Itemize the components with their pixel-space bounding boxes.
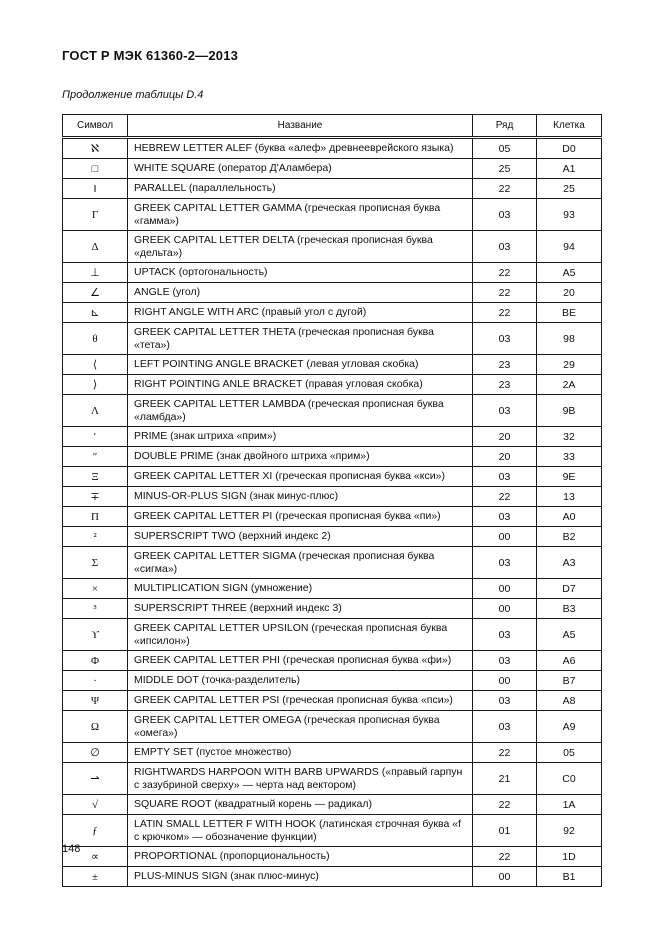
table-row — [63, 763, 602, 795]
table-row — [63, 847, 602, 867]
table-row — [63, 467, 602, 487]
symbol-cell: ⊾ — [63, 303, 128, 323]
row-code-cell: 23 — [473, 355, 537, 375]
table-row — [63, 159, 602, 179]
symbol-cell: ² — [63, 527, 128, 547]
table-row — [63, 651, 602, 671]
name-cell: ANGLE (угол) — [128, 283, 473, 303]
row-code-cell: 22 — [473, 795, 537, 815]
cell-code-cell: B3 — [537, 599, 602, 619]
cell-code-cell: 29 — [537, 355, 602, 375]
symbol-cell: ‖ — [63, 179, 128, 199]
symbols-table-body — [63, 138, 602, 887]
name-cell: GREEK CAPITAL LETTER OMEGA (греческая прописная буква «омега») — [128, 711, 473, 743]
cell-code-cell: 9E — [537, 467, 602, 487]
table-row — [63, 815, 602, 847]
name-cell: RIGHTWARDS HARPOON WITH BARB UPWARDS («правый гарпун с зазубриной сверху» — черта над вектором) — [128, 763, 473, 795]
table-continuation-caption: Продолжение таблицы D.4 — [62, 89, 204, 101]
cell-code-cell: A3 — [537, 547, 602, 579]
row-code-cell: 01 — [473, 815, 537, 847]
table-row — [63, 303, 602, 323]
row-code-cell: 22 — [473, 847, 537, 867]
row-code-cell: 25 — [473, 159, 537, 179]
row-code-cell: 20 — [473, 447, 537, 467]
table-row — [63, 619, 602, 651]
row-code-cell: 22 — [473, 743, 537, 763]
name-cell: PARALLEL (параллельность) — [128, 179, 473, 199]
cell-code-cell: 20 — [537, 283, 602, 303]
cell-code-cell: 93 — [537, 199, 602, 231]
name-cell: WHITE SQUARE (оператор Д'Аламбера) — [128, 159, 473, 179]
row-code-cell: 05 — [473, 138, 537, 159]
row-code-cell: 03 — [473, 691, 537, 711]
name-cell: GREEK CAPITAL LETTER LAMBDA (греческая прописная буква «ламбда») — [128, 395, 473, 427]
row-code-cell: 23 — [473, 375, 537, 395]
symbol-cell: Γ — [63, 199, 128, 231]
name-cell: GREEK CAPITAL LETTER PSI (греческая прописная буква «пси») — [128, 691, 473, 711]
table-row — [63, 231, 602, 263]
row-code-cell: 22 — [473, 303, 537, 323]
symbol-cell: ∝ — [63, 847, 128, 867]
cell-code-cell: 32 — [537, 427, 602, 447]
page-number: 148 — [62, 843, 81, 855]
name-cell: PRIME (знак штриха «прим») — [128, 427, 473, 447]
row-code-cell: 03 — [473, 199, 537, 231]
row-code-cell: 22 — [473, 263, 537, 283]
cell-code-cell: 1A — [537, 795, 602, 815]
symbol-cell: · — [63, 671, 128, 691]
symbol-cell: ″ — [63, 447, 128, 467]
standard-designation-header: ГОСТ Р МЭК 61360-2—2013 — [62, 48, 239, 63]
name-cell: GREEK CAPITAL LETTER UPSILON (греческая прописная буква «ипсилон») — [128, 619, 473, 651]
symbol-cell: Δ — [63, 231, 128, 263]
row-code-cell: 22 — [473, 487, 537, 507]
row-code-cell: 00 — [473, 579, 537, 599]
name-cell: MULTIPLICATION SIGN (умножение) — [128, 579, 473, 599]
symbol-cell: Ω — [63, 711, 128, 743]
symbol-cell: ⟩ — [63, 375, 128, 395]
cell-code-cell: 05 — [537, 743, 602, 763]
cell-code-cell: B2 — [537, 527, 602, 547]
symbol-cell: ∠ — [63, 283, 128, 303]
cell-code-cell: A8 — [537, 691, 602, 711]
row-code-cell: 03 — [473, 651, 537, 671]
name-cell: SUPERSCRIPT THREE (верхний индекс 3) — [128, 599, 473, 619]
cell-code-cell: A1 — [537, 159, 602, 179]
table-row — [63, 795, 602, 815]
name-cell: GREEK CAPITAL LETTER PHI (греческая прописная буква «фи») — [128, 651, 473, 671]
symbol-cell: √ — [63, 795, 128, 815]
symbol-cell: Φ — [63, 651, 128, 671]
symbol-cell: Π — [63, 507, 128, 527]
name-cell: SUPERSCRIPT TWO (верхний индекс 2) — [128, 527, 473, 547]
cell-code-cell: A9 — [537, 711, 602, 743]
table-row — [63, 743, 602, 763]
name-cell: RIGHT POINTING ANLE BRACKET (правая угловая скобка) — [128, 375, 473, 395]
table-row — [63, 375, 602, 395]
row-code-cell: 00 — [473, 867, 537, 887]
cell-code-cell: 2A — [537, 375, 602, 395]
name-cell: GREEK CAPITAL LETTER SIGMA (греческая прописная буква «сигма») — [128, 547, 473, 579]
row-code-cell: 03 — [473, 231, 537, 263]
table-row — [63, 867, 602, 887]
cell-code-cell: A5 — [537, 619, 602, 651]
row-code-cell: 00 — [473, 671, 537, 691]
symbol-cell: ⟨ — [63, 355, 128, 375]
cell-code-cell: 98 — [537, 323, 602, 355]
cell-code-cell: 92 — [537, 815, 602, 847]
cell-code-cell: 1D — [537, 847, 602, 867]
symbol-cell: ϒ — [63, 619, 128, 651]
symbol-cell: ⊥ — [63, 263, 128, 283]
table-row — [63, 447, 602, 467]
row-code-cell: 22 — [473, 179, 537, 199]
name-cell: MINUS-OR-PLUS SIGN (знак минус-плюс) — [128, 487, 473, 507]
table-row — [63, 711, 602, 743]
table-row — [63, 527, 602, 547]
cell-code-cell: 9B — [537, 395, 602, 427]
cell-code-cell: 94 — [537, 231, 602, 263]
name-cell: MIDDLE DOT (точка-разделитель) — [128, 671, 473, 691]
table-row — [63, 395, 602, 427]
symbols-table — [62, 114, 602, 887]
symbols-table-header — [63, 115, 602, 138]
column-header-cell: Клетка — [537, 115, 602, 138]
symbol-cell: ³ — [63, 599, 128, 619]
symbol-cell: □ — [63, 159, 128, 179]
column-header-row: Ряд — [473, 115, 537, 138]
name-cell: LEFT POINTING ANGLE BRACKET (левая угловая скобка) — [128, 355, 473, 375]
name-cell: RIGHT ANGLE WITH ARC (правый угол с дугой) — [128, 303, 473, 323]
name-cell: UPTACK (ортогональность) — [128, 263, 473, 283]
symbol-cell: ℵ — [63, 138, 128, 159]
cell-code-cell: A0 — [537, 507, 602, 527]
cell-code-cell: A5 — [537, 263, 602, 283]
row-code-cell: 03 — [473, 467, 537, 487]
cell-code-cell: A6 — [537, 651, 602, 671]
row-code-cell: 03 — [473, 619, 537, 651]
name-cell: HEBREW LETTER ALEF (буква «алеф» древнееврейского языка) — [128, 138, 473, 159]
cell-code-cell: C0 — [537, 763, 602, 795]
row-code-cell: 03 — [473, 507, 537, 527]
name-cell: GREEK CAPITAL LETTER DELTA (греческая прописная буква «дельта») — [128, 231, 473, 263]
name-cell: LATIN SMALL LETTER F WITH HOOK (латинская строчная буква «f с крючком» — обозначение функции) — [128, 815, 473, 847]
table-row — [63, 579, 602, 599]
symbol-cell: θ — [63, 323, 128, 355]
table-row — [63, 323, 602, 355]
column-header-name: Название — [128, 115, 473, 138]
header-row — [63, 115, 602, 138]
name-cell: SQUARE ROOT (квадратный корень — радикал) — [128, 795, 473, 815]
symbol-cell: ∓ — [63, 487, 128, 507]
name-cell: EMPTY SET (пустое множество) — [128, 743, 473, 763]
symbol-cell: ⇀ — [63, 763, 128, 795]
row-code-cell: 00 — [473, 527, 537, 547]
cell-code-cell: 33 — [537, 447, 602, 467]
name-cell: GREEK CAPITAL LETTER XI (греческая прописная буква «кси») — [128, 467, 473, 487]
table-row — [63, 355, 602, 375]
row-code-cell: 03 — [473, 395, 537, 427]
row-code-cell: 03 — [473, 711, 537, 743]
table-row — [63, 427, 602, 447]
row-code-cell: 20 — [473, 427, 537, 447]
symbol-cell: Σ — [63, 547, 128, 579]
cell-code-cell: 25 — [537, 179, 602, 199]
column-header-symbol: Символ — [63, 115, 128, 138]
row-code-cell: 22 — [473, 283, 537, 303]
symbol-cell: × — [63, 579, 128, 599]
cell-code-cell: D0 — [537, 138, 602, 159]
table-row — [63, 283, 602, 303]
symbol-cell: Ξ — [63, 467, 128, 487]
symbol-cell: ′ — [63, 427, 128, 447]
symbol-cell: ± — [63, 867, 128, 887]
table-row — [63, 671, 602, 691]
row-code-cell: 21 — [473, 763, 537, 795]
cell-code-cell: BE — [537, 303, 602, 323]
symbol-cell: ƒ — [63, 815, 128, 847]
name-cell: PROPORTIONAL (пропорциональность) — [128, 847, 473, 867]
symbol-cell: ∅ — [63, 743, 128, 763]
symbol-cell: Λ — [63, 395, 128, 427]
name-cell: PLUS-MINUS SIGN (знак плюс-минус) — [128, 867, 473, 887]
table-row — [63, 507, 602, 527]
name-cell: GREEK CAPITAL LETTER THETA (греческая прописная буква «тета») — [128, 323, 473, 355]
table-row — [63, 691, 602, 711]
row-code-cell: 00 — [473, 599, 537, 619]
name-cell: GREEK CAPITAL LETTER PI (греческая прописная буква «пи») — [128, 507, 473, 527]
cell-code-cell: D7 — [537, 579, 602, 599]
cell-code-cell: B7 — [537, 671, 602, 691]
name-cell: DOUBLE PRIME (знак двойного штриха «прим») — [128, 447, 473, 467]
row-code-cell: 03 — [473, 547, 537, 579]
table-row — [63, 599, 602, 619]
table-row — [63, 487, 602, 507]
cell-code-cell: B1 — [537, 867, 602, 887]
table-row — [63, 199, 602, 231]
name-cell: GREEK CAPITAL LETTER GAMMA (греческая прописная буква «гамма») — [128, 199, 473, 231]
cell-code-cell: 13 — [537, 487, 602, 507]
table-row — [63, 547, 602, 579]
row-code-cell: 03 — [473, 323, 537, 355]
table-row — [63, 138, 602, 159]
table-row — [63, 179, 602, 199]
symbol-cell: Ψ — [63, 691, 128, 711]
table-row — [63, 263, 602, 283]
